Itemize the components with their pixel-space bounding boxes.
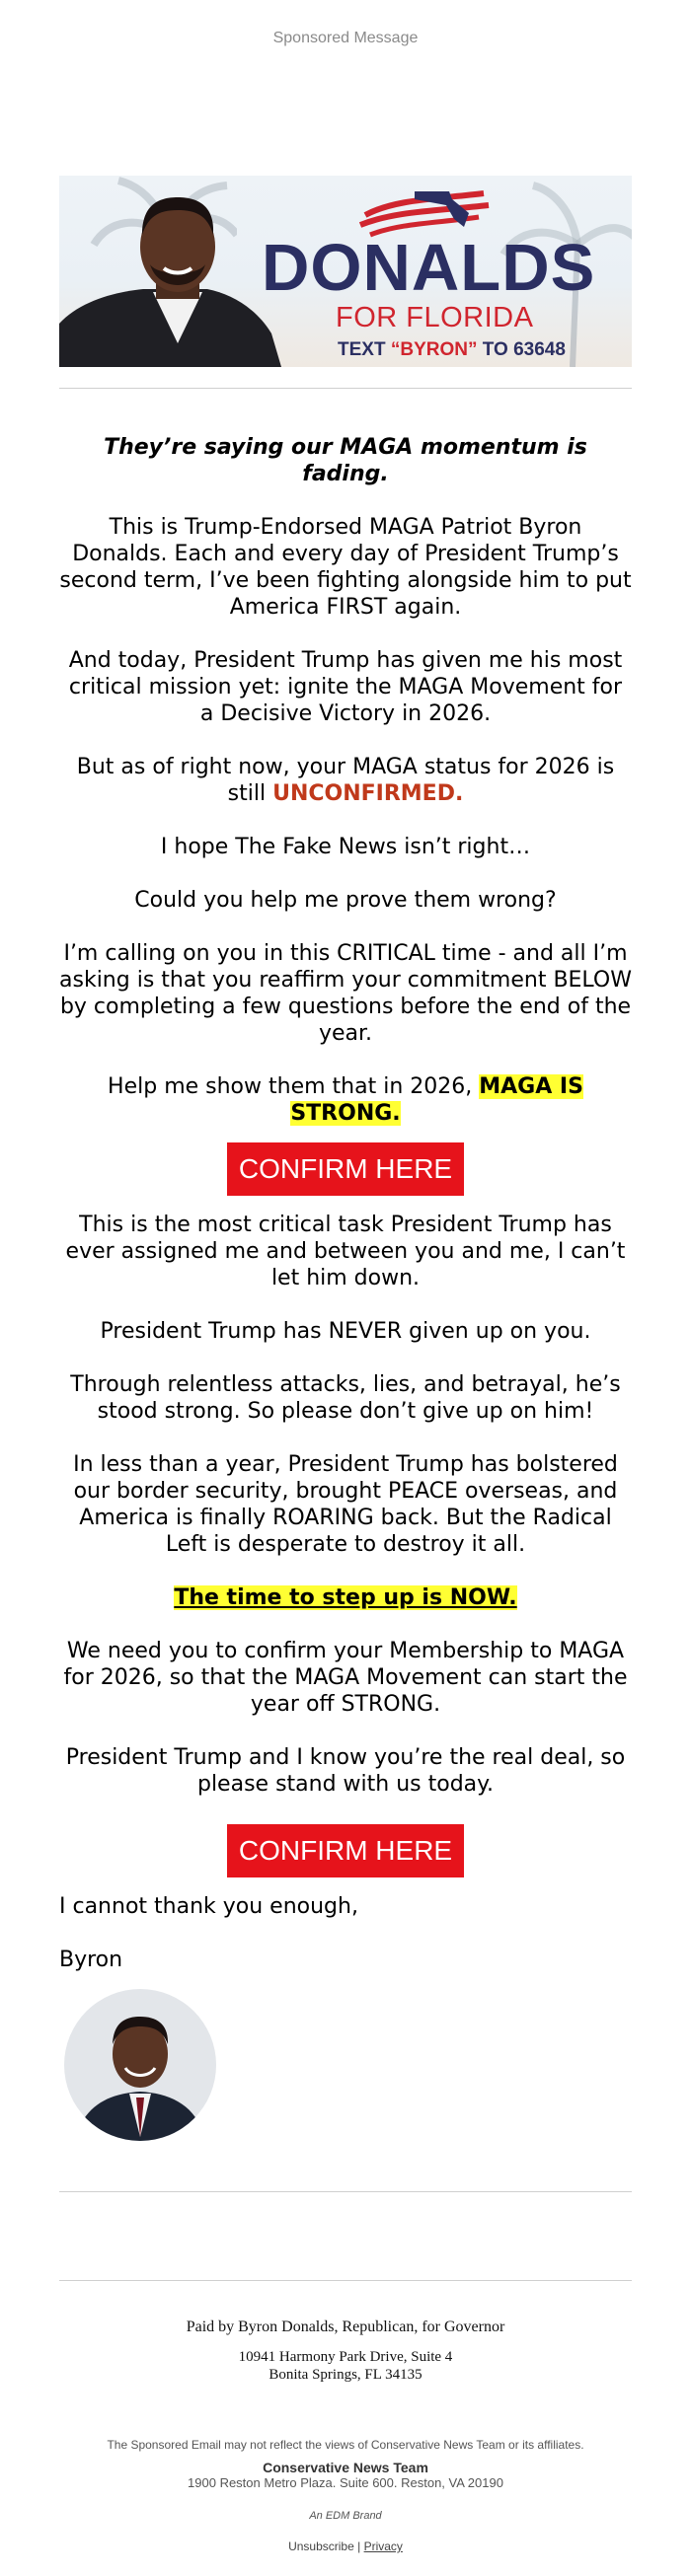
paragraph: I hope The Fake News isn’t right… [160, 835, 531, 859]
status-unconfirmed: UNCONFIRMED. [272, 781, 464, 806]
banner-logo-subtitle: FOR FLORIDA [336, 302, 534, 333]
paragraph: Through relentless attacks, lies, and betrayal, he’s stood strong. So please don’t give up on him! [70, 1372, 621, 1424]
banner-text-to-donate [338, 340, 566, 359]
step-up-highlight: The time to step up is NOW. [174, 1585, 517, 1610]
divider [59, 2280, 632, 2281]
status-prefix: But as of right now, your MAGA status for 2026 is still [76, 755, 615, 806]
campaign-address-line1: 10941 Harmony Park Drive, Suite 4 [238, 2349, 453, 2365]
paragraph: This is Trump-Endorsed MAGA Patriot Byron Donalds. Each and every day of President Trump’s second term, I’ve been fighting alongside him to put America FIRST again. [59, 515, 632, 620]
team-name: Conservative News Team [263, 2460, 428, 2475]
link-separator: | [353, 2539, 364, 2553]
paragraph: This is the most critical task President Trump has ever assigned me and between you and me, I can’t let him down. [65, 1213, 626, 1290]
email-body [59, 434, 632, 2141]
divider [59, 388, 632, 389]
maga-strong-highlight: MAGA IS STRONG. [290, 1074, 583, 1126]
headline: They’re saying our MAGA momentum is fading. [104, 435, 587, 486]
campaign-address-line2: Bonita Springs, FL 34135 [269, 2367, 422, 2383]
paragraph: I’m calling on you in this CRITICAL time - and all I’m asking is that you reaffirm your commitment BELOW by completing a few questions before the end of the year. [59, 941, 632, 1046]
paragraph: And today, President Trump has given me his most critical mission yet: ignite the MAGA Movement for a Decisive Victory in 2026. [68, 648, 623, 726]
signature-name: Byron [59, 1948, 123, 1972]
signature-photo [64, 1989, 216, 2141]
banner-text-keyword: “BYRON” [390, 339, 478, 360]
candidate-photo [59, 176, 286, 367]
sponsor-disclaimer: The Sponsored Email may not reflect the views of Conservative News Team or its affiliates. [107, 2438, 584, 2452]
campaign-banner[interactable] [59, 176, 632, 367]
sponsored-label: Sponsored Message [272, 30, 419, 46]
footer [59, 2318, 632, 2553]
paragraph [59, 1584, 632, 1611]
paragraph [59, 1073, 632, 1127]
confirm-here-button[interactable]: CONFIRM HERE [227, 1142, 464, 1196]
strong-prefix: Help me show them that in 2026, [108, 1074, 480, 1099]
banner-text-suffix: TO 63648 [477, 339, 566, 360]
privacy-link[interactable]: Privacy [363, 2539, 403, 2553]
paragraph: President Trump and I know you’re the real deal, so please stand with us today. [65, 1745, 626, 1797]
paid-by-disclaimer: Paid by Byron Donalds, Republican, for Governor [186, 2318, 505, 2335]
footer-links [59, 2539, 632, 2553]
paragraph: In less than a year, President Trump has bolstered our border security, brought PEACE overseas, and America is finally ROARING back. But the Radical Left is desperate to destroy it all. [73, 1452, 618, 1557]
banner-text-prefix: TEXT [338, 339, 391, 360]
paragraph [59, 754, 632, 807]
banner-logo-title: DONALDS [262, 231, 596, 305]
edm-brand: An EDM Brand [309, 2510, 382, 2522]
confirm-here-button-2[interactable]: CONFIRM HERE [227, 1824, 464, 1877]
divider [59, 2191, 632, 2192]
paragraph: We need you to confirm your Membership to MAGA for 2026, so that the MAGA Movement can start the year off STRONG. [63, 1639, 628, 1717]
team-address: 1900 Reston Metro Plaza. Suite 600. Reston, VA 20190 [188, 2475, 503, 2490]
unsubscribe-link[interactable]: Unsubscribe [288, 2539, 354, 2553]
closing-line: I cannot thank you enough, [59, 1894, 358, 1919]
paragraph: President Trump has NEVER given up on you. [100, 1319, 591, 1344]
paragraph: Could you help me prove them wrong? [134, 888, 557, 913]
